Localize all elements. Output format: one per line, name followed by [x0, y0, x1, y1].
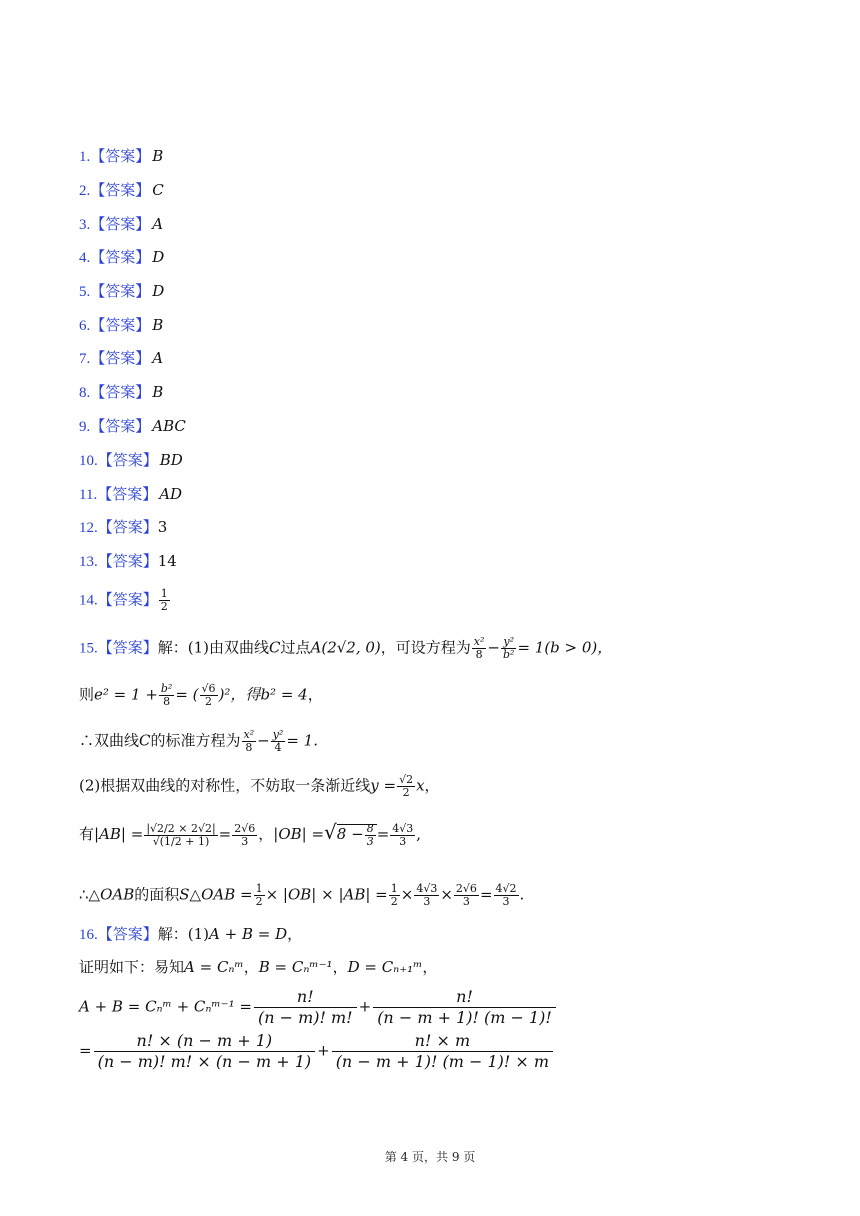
question-number: 10. [79, 453, 98, 469]
text: . [519, 885, 525, 904]
question-number: 3. [79, 217, 91, 233]
text: ， [424, 776, 440, 795]
answer-tag: 【答案】 [90, 248, 151, 266]
math: A + B = D [209, 925, 288, 943]
answer-tag: 【答案】 [97, 552, 158, 570]
math: = [479, 885, 493, 904]
page-footer: 第 4 页，共 9 页 [384, 1150, 476, 1164]
text: 的标准方程为 [150, 731, 241, 750]
minus: − [257, 731, 270, 750]
fraction: $\frac{\text{x²}}{8}$ [473, 635, 485, 661]
answer-value: B [152, 383, 164, 401]
fraction: $\frac{n!}{(n - m)! m!}$ [254, 987, 357, 1028]
math: × [440, 885, 453, 904]
text: ∴双曲线 [79, 731, 140, 750]
fraction: $\frac{√6}{2}$ [201, 682, 216, 708]
text: 有 [79, 825, 95, 843]
text: (2)根据双曲线的对称性，不妨取一条渐近线 [79, 776, 371, 795]
question-number: 12. [79, 520, 98, 536]
answer-tag: 【答案】 [97, 518, 158, 536]
answer-tag: 【答案】 [90, 215, 151, 233]
answer-value: AD [159, 485, 183, 503]
answer-value: D [152, 248, 165, 266]
answer-item-14 [79, 588, 171, 613]
math: = ( [175, 685, 199, 704]
answer-item-1 [79, 146, 163, 167]
math: = [218, 825, 232, 843]
fraction: $\frac{4√3}{3}$ [392, 821, 414, 848]
math: x [416, 776, 425, 795]
minus: − [487, 638, 500, 657]
answer-tag: 【答案】 [90, 181, 151, 199]
answer-item-9 [79, 416, 186, 437]
question-number: 8. [79, 385, 91, 401]
answer-tag: 【答案】 [97, 590, 158, 609]
text: . [313, 731, 319, 750]
sqrt-sign: √ [324, 820, 337, 844]
math: × [400, 885, 414, 904]
q15-line-5 [79, 822, 421, 848]
answer-value: BD [159, 451, 183, 469]
answer-item-13 [79, 551, 177, 572]
math: = 1 [286, 731, 314, 750]
question-number: 6. [79, 318, 91, 334]
text: ，可设方程为 [380, 638, 471, 657]
text: 解：(1)由双曲线 [157, 638, 270, 657]
q16-line-4 [79, 1031, 555, 1072]
fraction: $\frac{2√6}{3}$ [234, 821, 256, 848]
fraction: $\frac{2√6}{3}$ [455, 882, 477, 908]
question-number: 9. [79, 419, 91, 435]
answer-value: ABC [152, 417, 186, 435]
answer-item-5 [79, 281, 164, 302]
text: , [416, 825, 422, 843]
fraction: $\frac{\text{x²}}{8}$ [243, 728, 255, 754]
text: ， [422, 958, 438, 976]
q16-line-2 [79, 957, 437, 977]
text: ， [332, 958, 348, 976]
q16-line-1 [79, 924, 302, 945]
q15-line-4 [79, 774, 440, 799]
text: ， [243, 958, 259, 976]
answer-fraction: $\frac{1}{2}$ [160, 587, 168, 613]
math: A + B = Cₙᵐ + Cₙᵐ⁻¹ = [79, 997, 252, 1016]
math: |AB| = [94, 825, 144, 843]
fraction: $\frac{4√3}{3}$ [416, 882, 438, 908]
answer-item-10 [79, 450, 183, 471]
fraction: $\frac{4√2}{3}$ [495, 882, 517, 908]
answer-tag: 【答案】 [97, 925, 158, 943]
math: A = Cₙᵐ [184, 958, 244, 976]
math: C [269, 638, 281, 657]
fraction: $\frac{√2}{2}$ [399, 773, 414, 799]
q15-line-3 [79, 729, 318, 754]
answer-tag: 【答案】 [90, 417, 151, 435]
math: = 1(b > 0)， [517, 638, 613, 657]
text: 则 [79, 685, 95, 704]
answer-value: 3 [157, 518, 168, 536]
text: ， [258, 825, 274, 843]
radicand: 8 − $\frac{8}{3}$ [337, 824, 377, 843]
question-number: 13. [79, 554, 98, 570]
fraction: $\frac{n!}{(n - m + 1)! (m - 1)!}$ [373, 987, 556, 1028]
fraction: $\frac{\text{y²}}{4}$ [272, 728, 284, 754]
answer-tag: 【答案】 [90, 147, 151, 165]
fraction: $\frac{1}{2}$ [255, 882, 263, 908]
answer-value: 14 [157, 552, 177, 570]
math: D = Cₙ₊₁ᵐ [347, 958, 423, 976]
answer-tag: 【答案】 [90, 282, 151, 300]
plus: + [358, 997, 372, 1016]
answer-tag: 【答案】 [97, 451, 158, 469]
math: A(2√2, 0) [310, 638, 381, 657]
q15-line-1 [79, 636, 612, 661]
math: OAB [100, 885, 135, 904]
question-number: 5. [79, 284, 91, 300]
question-number: 16. [79, 927, 98, 943]
text: 的面积 [134, 885, 180, 904]
text: 解：(1) [157, 925, 210, 943]
answer-tag: 【答案】 [90, 316, 151, 334]
text: 证明如下：易知 [79, 958, 185, 976]
answer-item-7 [79, 348, 163, 369]
answer-item-6 [79, 315, 163, 336]
question-number: 14. [79, 592, 98, 609]
text: ， [307, 685, 323, 704]
math: C [139, 731, 151, 750]
math: B = Cₙᵐ⁻¹ [258, 958, 333, 976]
question-number: 1. [79, 149, 91, 165]
answer-value: A [152, 215, 164, 233]
answer-value: A [152, 349, 164, 367]
text: ， [287, 925, 303, 943]
math: y = [370, 776, 397, 795]
answer-tag: 【答案】 [90, 383, 151, 401]
answer-item-4 [79, 247, 164, 268]
math: b² = 4 [260, 685, 308, 704]
math: e² = 1 + [94, 685, 158, 704]
answer-value: B [152, 147, 164, 165]
text: 过点 [280, 638, 311, 657]
text: ∴△ [79, 885, 101, 904]
fraction: $\frac{\text{b²}}{8}$ [160, 682, 173, 708]
fraction: $\frac{8}{3}$ [366, 821, 374, 848]
answer-tag: 【答案】 [90, 349, 151, 367]
answer-item-2 [79, 180, 164, 201]
q16-line-3 [79, 987, 558, 1028]
plus: + [317, 1041, 330, 1060]
question-number: 15. [79, 640, 98, 657]
math: )²，得 [218, 685, 261, 704]
answer-item-12 [79, 517, 167, 538]
math: × |OB| × |AB| = [265, 885, 388, 904]
q15-line-2 [79, 683, 323, 708]
math: S△OAB = [179, 885, 253, 904]
math: |OB| = [273, 825, 325, 843]
fraction: $\frac{n! \times (n - m + 1)}{(n - m)! m! \times (n - m + 1)}$ [94, 1031, 316, 1072]
question-number: 11. [79, 487, 98, 503]
question-number: 4. [79, 250, 91, 266]
answer-item-11 [79, 484, 182, 505]
question-number: 2. [79, 183, 91, 199]
q15-line-6 [79, 883, 524, 908]
answer-tag: 【答案】 [97, 638, 158, 657]
fraction: $\frac{1}{2}$ [390, 882, 398, 908]
answer-item-3 [79, 214, 163, 235]
fraction: $\frac{\text{y²}}{\text{b²}}$ [503, 635, 515, 661]
answer-value: C [152, 181, 164, 199]
answer-value: B [152, 316, 164, 334]
answer-tag: 【答案】 [97, 485, 158, 503]
math: = [376, 825, 390, 843]
math: = [79, 1041, 92, 1060]
answer-value: D [152, 282, 165, 300]
fraction: $\frac{n! \times m}{(n - m + 1)! (m - 1)! \times m}$ [332, 1031, 553, 1072]
fraction: $\frac{|√2/2 \times 2√2|}{√(1/2 + 1)}$ [146, 821, 216, 848]
question-number: 7. [79, 351, 91, 367]
answer-item-8 [79, 382, 163, 403]
